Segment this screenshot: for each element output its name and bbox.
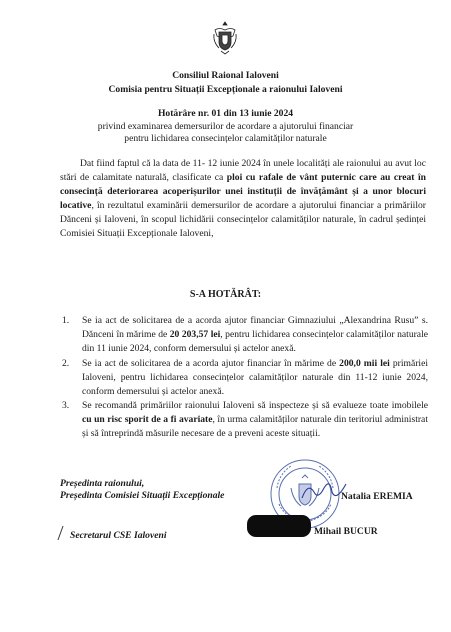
signature-role-president: Președinta raionului, [60,478,145,489]
list-item-text: Se ia act de solicitarea de a acorda ajutor financiar în mărime de [82,358,340,369]
intro-paragraph [60,157,426,242]
list-item-number: 2. [62,358,70,369]
list-item [82,357,428,399]
signature-name-president: Natalia EREMIA [341,491,413,502]
signature-role-commission-president: Președinta Comisiei Situații Excepționale [60,490,225,501]
list-item-amount: 200,0 mii lei [339,358,390,369]
list-item-text: , în urma calamităților naturale din teritoriul administrat și să întreprindă măsurile necesare de a preveni aceste situații. [82,414,428,440]
list-item-text: primăriei Ialoveni, pentru lichidarea consecințelor calamităților naturale din 11-12 iunie 2024, conform demersului și actelor anexă. [82,358,429,398]
list-item-amount: 20 203,57 lei [169,329,221,341]
list-item-text: Se ia act de solicitarea de a acorda ajutor financiar Gimnaziului „Alexandrina Rusu” s. Dănceni în mărime de [82,315,428,341]
list-item [82,399,428,441]
intro-text-bold: ploi cu rafale de vânt puternic care au creat în consecință deteriorarea acoperișurilor unei instituții de învățământ și a unor blocuri locative [60,172,426,212]
list-item [82,314,428,356]
intro-text-2: , în rezultatul examinării demersurilor de acordare a ajutorului financiar a primăriilor Dănceni și Ialoveni, în scopul lichidării consecințelor calamităților naturale, în cadrul ședinței Comisiei Situații Excepționale Ialoveni, [60,200,426,240]
signature-role-secretary: Secretarul CSE Ialoveni [70,530,167,541]
commission-name: Comisia pentru Situații Excepționale a raionului Ialoveni [108,84,343,95]
coat-of-arms-icon [212,20,238,56]
redaction-block [247,515,311,537]
decision-subtitle-line1: privind examinarea demersurilor de acordare a ajutorului financiar [97,121,354,132]
decision-title: Hotărâre nr. 01 din 13 iunie 2024 [157,108,294,119]
intro-text-1: Dat fiind faptul că la data de 11- 12 iunie 2024 în unele localități ale raionului au avut loc stări de calamitate naturală, clasificate ca [60,158,426,184]
signature-name-secretary: Mihail BUCUR [314,526,378,537]
list-item-number: 1. [62,315,70,326]
council-name: Consiliul Raional Ialoveni [172,70,279,81]
decision-subtitle-line2: pentru lichidarea consecințelor calamităților naturale [124,133,327,144]
list-item-text: , pentru lichidarea consecințelor calamităților naturale din 11 iunie 2024, conform demersului și actelor anexă. [82,329,428,355]
resolution-heading: S-A HOTĂRÂT: [189,289,262,300]
list-item-text: Se recomandă primăriilor raionului Ialoveni să inspecteze și să evalueze toate imobilele [82,400,428,411]
list-item-number: 3. [62,400,70,411]
list-item-emphasis: cu un risc sporit de a fi avariate [82,414,213,426]
